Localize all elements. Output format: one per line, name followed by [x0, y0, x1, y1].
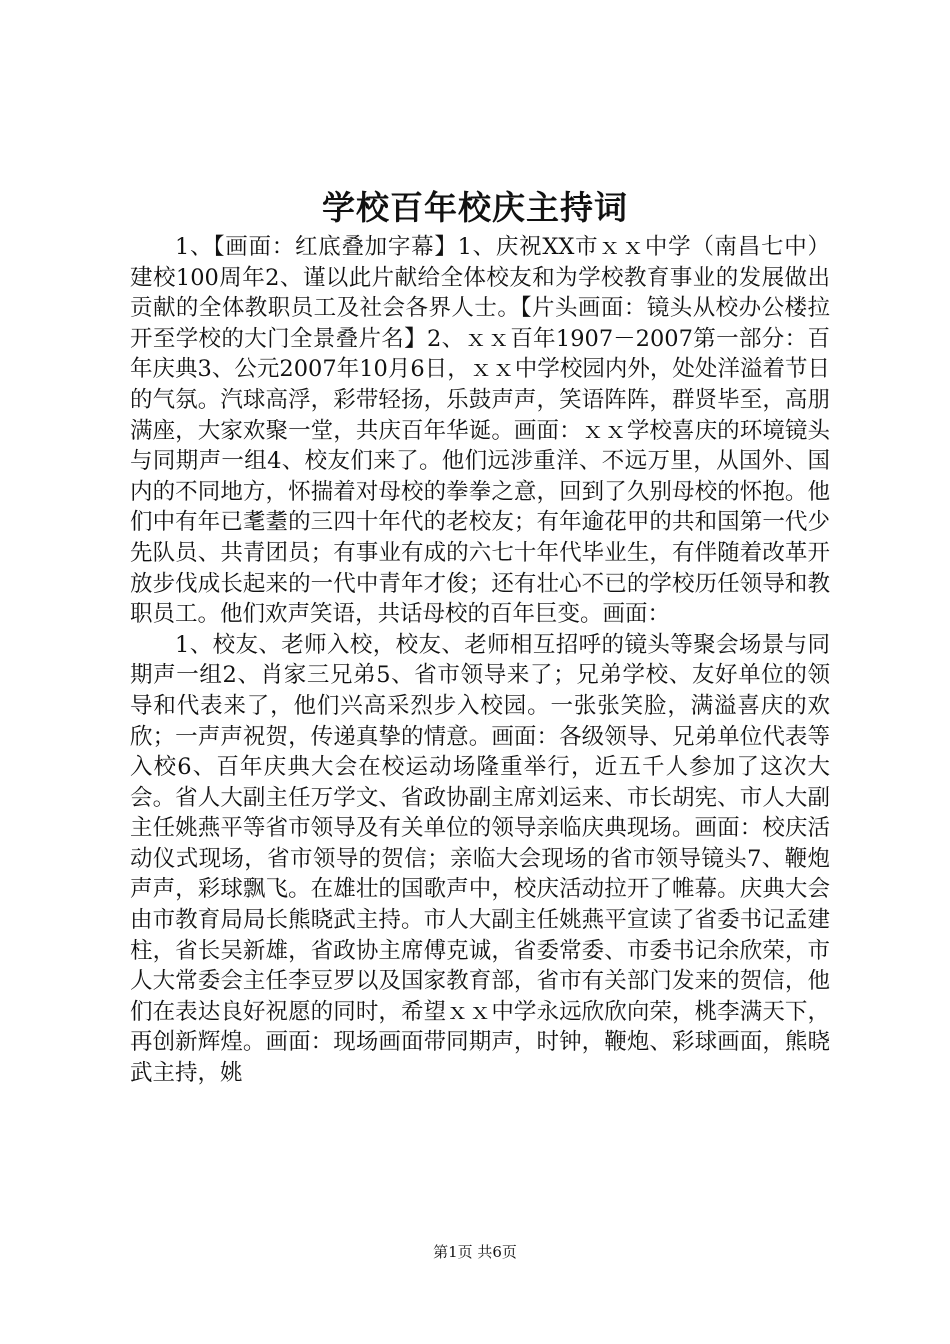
paragraph-1: 1、【画面：红底叠加字幕】1、庆祝XX市ｘｘ中学（南昌七中）建校100周年2、谨以此片献给全体校友和为学校教育事业的发展做出贡献的全体教职员工及社会各界人士。【片头画面：镜头从校办公楼拉开至学校的大门全景叠片名】2、ｘｘ百年1907－2007第一部分：百年庆典3、公元2007年10月6日，ｘｘ中学校园内外，处处洋溢着节日的气氛。汽球高浮，彩带轻扬，乐鼓声声，笑语阵阵，群贤毕至，高朋满座，大家欢聚一堂，共庆百年华诞。画面：ｘｘ学校喜庆的环境镜头与同期声一组4、校友们来了。他们远涉重洋、不远万里，从国外、国内的不同地方，怀揣着对母校的拳拳之意，回到了久别母校的怀抱。他们中有年已耄耋的三四十年代的老校友；有年逾花甲的共和国第一代少先队员、共青团员；有事业有成的六七十年代毕业生，有伴随着改革开放步伐成长起来的一代中青年才俊；还有壮心不已的学校历任领导和教职员工。他们欢声笑语，共话母校的百年巨变。画面： — [130, 234, 830, 628]
document-title: 学校百年校庆主持词 — [322, 188, 628, 227]
document-body — [130, 232, 830, 1089]
paragraph-2: 1、校友、老师入校，校友、老师相互招呼的镜头等聚会场景与同期声一组2、肖家三兄弟5、省市领导来了；兄弟学校、友好单位的领导和代表来了，他们兴高采烈步入校园。一张张笑脸，满溢喜庆的欢欣；一声声祝贺，传递真挚的情意。画面：各级领导、兄弟单位代表等入校6、百年庆典大会在校运动场隆重举行，近五千人参加了这次大会。省人大副主任万学文、省政协副主席刘运来、市长胡宪、市人大副主任姚燕平等省市领导及有关单位的领导亲临庆典现场。画面：校庆活动仪式现场，省市领导的贺信；亲临大会现场的省市领导镜头7、鞭炮声声，彩球飘飞。在雄壮的国歌声中，校庆活动拉开了帷幕。庆典大会由市教育局局长熊晓武主持。市人大副主任姚燕平宣读了省委书记孟建柱，省长吴新雄，省政协主席傅克诚，省委常委、市委书记余欣荣，市人大常委会主任李豆罗以及国家教育部，省市有关部门发来的贺信，他们在表达良好祝愿的同时，希望ｘｘ中学永远欣欣向荣，桃李满天下，再创新辉煌。画面：现场画面带同期声，时钟，鞭炮、彩球画面，熊晓武主持，姚 — [130, 631, 830, 1087]
page-footer: 第1页 共6页 — [433, 1243, 517, 1261]
